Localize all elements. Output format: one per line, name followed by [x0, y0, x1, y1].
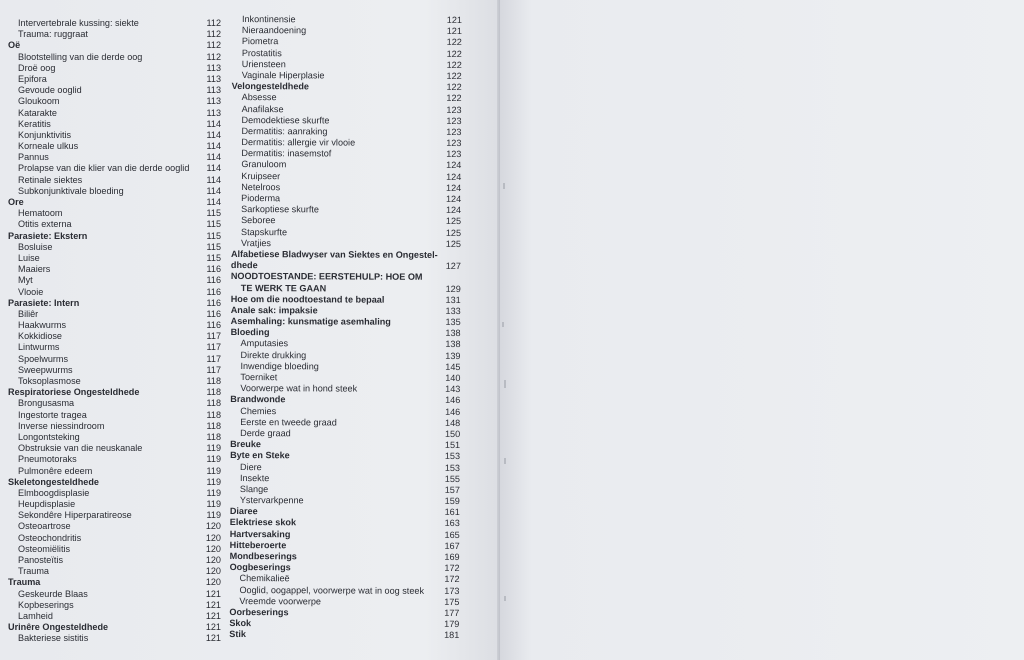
index-entry-page: 116 — [206, 297, 221, 308]
index-entry — [8, 231, 221, 242]
index-entry — [8, 141, 221, 152]
index-entry-title: Parasiete: Ekstern — [8, 230, 88, 241]
index-entry-title: Anale sak: impaksie — [230, 304, 318, 316]
index-entry-page: 145 — [445, 361, 461, 372]
index-entry-page: 148 — [445, 417, 461, 428]
index-entry-page: 120 — [205, 521, 221, 532]
index-entry-title: Oë — [8, 40, 21, 51]
index-entry — [8, 298, 221, 309]
index-entry-page: 116 — [206, 308, 221, 319]
index-entry-title: Absesse — [241, 92, 277, 103]
index-entry-page: 122 — [446, 48, 462, 59]
index-entry-page: 114 — [206, 174, 221, 185]
index-entry-page: 117 — [206, 364, 221, 375]
index-entry-page: 118 — [206, 409, 221, 420]
index-entry-page: 113 — [206, 107, 221, 118]
index-entry — [8, 544, 221, 555]
index-entry-title: Inkontinensie — [241, 14, 296, 25]
index-entry-page: 114 — [206, 163, 221, 174]
index-entry-page: 120 — [205, 543, 221, 554]
index-entry-page: 118 — [206, 431, 221, 442]
index-entry-title: Myt — [18, 275, 33, 286]
index-entry-title: Slange — [239, 483, 269, 495]
index-entry-page: 157 — [444, 484, 460, 495]
index-entry-title: Breuke — [230, 439, 261, 450]
index-entry-page: 118 — [206, 376, 221, 386]
index-entry-title: Demodektiese skurfte — [241, 114, 330, 126]
index-entry-title: Subkonjunktivale bloeding — [18, 185, 124, 196]
index-entry-title: NOODTOESTANDE: EERSTEHULP: HOE OM — [230, 271, 423, 283]
index-entry — [8, 130, 221, 141]
index-entry-page: 177 — [444, 607, 460, 618]
index-entry — [8, 510, 221, 521]
index-entry-title: Otitis externa — [18, 219, 72, 230]
index-entry — [8, 555, 221, 566]
index-entry — [8, 454, 221, 465]
index-entry-page: 169 — [444, 551, 460, 562]
index-entry — [8, 410, 221, 421]
index-entry-title: Bakteriese sistitis — [18, 633, 89, 644]
index-entry — [8, 611, 221, 622]
index-entry-title: Byte en Steke — [230, 450, 290, 461]
index-entry-page: 133 — [445, 305, 461, 316]
index-entry — [8, 331, 221, 342]
index-entry-title: Parasiete: Intern — [8, 297, 80, 308]
index-entry-title: Gevoude ooglid — [18, 85, 82, 96]
index-entry-page: 115 — [206, 230, 221, 241]
index-entry-page: 114 — [206, 118, 221, 129]
index-entry-page: 179 — [444, 619, 460, 630]
index-entry-page: 143 — [445, 384, 461, 395]
index-entry — [8, 85, 221, 96]
index-entry-title: Ingestorte tragea — [18, 409, 87, 420]
index-entry-page: 124 — [446, 160, 462, 171]
index-entry-title: Kopbeserings — [18, 599, 74, 610]
index-entry-page: 120 — [205, 532, 221, 543]
index-entry-title: Ooglid, oogappel, voorwerpe wat in oog steek — [239, 584, 425, 596]
index-entry-title: Ystervarkpenne — [239, 495, 304, 506]
index-entry-page: 123 — [446, 149, 462, 160]
index-entry-title: Vlooie — [18, 286, 44, 297]
index-entry-title: Obstruksie van die neuskanale — [18, 443, 143, 454]
index-entry-page: 138 — [445, 339, 461, 350]
index-entry-title: Urinêre Ongesteldhede — [8, 622, 109, 633]
index-entry-title: Spoelwurms — [18, 353, 69, 364]
index-entry-page: 153 — [444, 462, 461, 473]
index-entry-page: 112 — [206, 51, 221, 62]
index-entry — [8, 186, 221, 197]
index-entry-page: 122 — [446, 59, 462, 70]
index-entry-page: 124 — [445, 205, 462, 216]
index-entry-title: Oorbeserings — [229, 606, 289, 618]
index-entry-title: Ore — [8, 197, 24, 207]
index-entry — [8, 354, 221, 365]
index-entry-page: 119 — [206, 465, 221, 476]
index-entry-title: Prostatitis — [241, 47, 282, 58]
index-entry-title: Konjunktivitis — [18, 129, 72, 140]
index-entry-title: Piometra — [241, 36, 279, 47]
index-entry-title: Trauma: ruggraat — [18, 29, 88, 40]
index-entry — [8, 242, 221, 253]
index-entry — [8, 320, 221, 331]
index-entry-page: 114 — [206, 129, 221, 140]
index-entry-title: Geskeurde Blaas — [18, 588, 88, 599]
index-entry-page: 146 — [445, 395, 461, 406]
index-entry-title: Bosluise — [18, 241, 53, 252]
index-entry — [8, 74, 221, 85]
index-entry-page: 155 — [444, 473, 460, 484]
index-entry-title: Toksoplasmose — [18, 376, 81, 386]
index-entry-page: 135 — [445, 316, 461, 328]
index-entry — [8, 589, 221, 600]
index-entry-title: Uriensteen — [241, 58, 286, 69]
index-entry-title: Blootstelling van die derde oog — [18, 51, 143, 62]
index-entry-title: Seboree — [241, 215, 276, 226]
index-entry-title: Anafilakse — [241, 103, 284, 114]
page-mark — [504, 458, 506, 464]
index-entry-title: Epifora — [18, 73, 47, 84]
index-entry-page: 114 — [206, 185, 221, 196]
index-entry-page: 146 — [445, 406, 461, 417]
page-mark — [504, 596, 506, 601]
index-entry-page: 139 — [445, 350, 461, 361]
page-mark — [503, 183, 505, 189]
index-entry-title: Voorwerpe wat in hond steek — [240, 383, 358, 394]
index-entry-page: 113 — [206, 96, 221, 107]
index-entry-title: Insekte — [239, 472, 270, 483]
index-entry-page: 114 — [206, 197, 221, 207]
index-entry-title: Trauma — [8, 577, 41, 588]
index-entry-page: 129 — [445, 283, 461, 294]
index-entry-page: 125 — [445, 216, 462, 227]
index-entry — [8, 108, 221, 119]
index-entry-title: Hartversaking — [229, 528, 291, 539]
index-entry — [8, 365, 221, 376]
index-entry-page: 118 — [206, 387, 221, 398]
index-entry-page: 117 — [206, 353, 221, 364]
index-entry-title: Elektriese skok — [229, 517, 297, 528]
index-entry-title: Hematoom — [18, 208, 63, 219]
index-entry-page: 116 — [206, 320, 221, 331]
index-entry-title: Trauma — [18, 566, 49, 577]
index-entry-page: 121 — [205, 633, 221, 644]
index-entry-title: Keratitis — [18, 118, 51, 129]
index-entry-title: Prolapse van die klier van die derde ooglid — [18, 163, 190, 174]
index-entry-title: Oogbeserings — [229, 562, 291, 573]
index-entry-title: Amputasies — [240, 338, 289, 349]
index-entry-title: Inwendige bloeding — [240, 360, 319, 372]
index-entry — [8, 521, 221, 532]
index-entry-title: Stapskurfte — [241, 226, 288, 237]
index-entry — [8, 264, 221, 275]
index-entry — [8, 488, 221, 499]
index-entry — [8, 566, 221, 577]
index-entry — [8, 152, 221, 163]
index-entry-page: 116 — [206, 275, 221, 286]
index-entry-title: Biliêr — [18, 308, 39, 319]
index-entry-title: Haakwurms — [18, 320, 67, 331]
index-entry-title: Direkte drukking — [240, 349, 307, 360]
index-entry-page: 117 — [206, 331, 221, 342]
index-entry-title: Vratjies — [240, 237, 272, 248]
index-entry — [8, 600, 221, 611]
index-entry-page: 119 — [206, 454, 221, 465]
index-entry-title: Lamheid — [18, 610, 53, 621]
index-entry-page: 114 — [206, 141, 221, 152]
index-entry-title: Brandwonde — [230, 394, 286, 405]
index-entry-title: Panosteïtis — [18, 555, 63, 565]
index-entry-title: Hoe om die noodtoestand te bepaal — [230, 293, 385, 305]
index-entry-page: 115 — [206, 208, 221, 219]
index-entry-title: Pulmonêre edeem — [18, 465, 93, 476]
index-entry-title: Osteomiëlitis — [18, 543, 71, 554]
index-entry-page: 159 — [444, 495, 460, 507]
index-entry-page: 121 — [205, 610, 221, 621]
index-entry — [8, 533, 221, 544]
index-entry-page: 163 — [444, 518, 460, 529]
index-entry-page: 121 — [205, 588, 221, 599]
index-entry-title: Sarkoptiese skurfte — [241, 204, 320, 215]
index-entry — [8, 622, 221, 633]
index-entry-page: 153 — [444, 451, 461, 462]
index-entry-page: 173 — [444, 585, 460, 596]
index-entry-title: Lintwurms — [18, 342, 60, 353]
index-entry-title: Mondbeserings — [229, 550, 297, 562]
index-entry — [229, 629, 459, 641]
index-entry-page: 116 — [206, 286, 221, 297]
index-entry-title: Vreemde voorwerpe — [239, 595, 322, 607]
index-entry-page: 113 — [206, 62, 221, 73]
index-entry-title: Diaree — [229, 506, 258, 517]
index-entry — [8, 287, 221, 298]
index-entry-page: 175 — [444, 596, 460, 607]
index-entry-page: 118 — [206, 420, 221, 431]
index-entry-page: 119 — [206, 487, 221, 498]
index-entry-title: Netelroos — [241, 181, 281, 193]
index-entry — [8, 398, 221, 409]
index-entry-page: 125 — [445, 227, 462, 238]
index-entry-title: Velongesteldhede — [231, 81, 310, 92]
index-entry-page: 123 — [446, 137, 462, 149]
index-entry-page: 124 — [445, 193, 462, 205]
index-entry-page: 114 — [206, 152, 221, 163]
index-entry-title: Respiratoriese Ongesteldhede — [8, 387, 140, 398]
index-entry-title: Eerste en tweede graad — [240, 416, 337, 428]
index-entry — [8, 499, 221, 510]
index-entry-title: Pneumotoraks — [18, 454, 77, 465]
index-entry-page: 120 — [205, 555, 221, 565]
index-entry-page: 121 — [205, 622, 221, 633]
index-entry-title: Pioderma — [241, 193, 281, 204]
index-entry-title: Alfabetiese Bladwyser van Siektes en Ongestel- — [230, 248, 438, 260]
index-entry-title: Luise — [18, 252, 40, 263]
index-entry-page: 151 — [444, 440, 461, 451]
index-entry-page: 122 — [446, 82, 462, 93]
page-mark — [504, 380, 506, 388]
index-entry-page: 124 — [446, 182, 462, 193]
left-page — [0, 0, 500, 660]
index-entry-page: 120 — [205, 566, 221, 577]
index-entry-title: Skok — [229, 618, 252, 629]
index-entry — [8, 197, 221, 208]
index-entry-title: Skeletongesteldhede — [8, 476, 99, 487]
index-entry-title: Droë oog — [18, 62, 56, 73]
index-entry-title: Elmboogdisplasie — [18, 487, 90, 498]
index-entry-title: Heupdisplasie — [18, 499, 76, 510]
index-entry-page: 120 — [205, 577, 221, 588]
index-entry — [8, 477, 221, 488]
index-entry-title: Maaiers — [18, 264, 51, 275]
index-entry-page: 118 — [206, 398, 221, 409]
index-entry — [8, 63, 221, 74]
index-entry-page: 125 — [445, 238, 462, 249]
index-entry-page: 119 — [206, 510, 221, 521]
index-entry-title: Bloeding — [230, 327, 270, 338]
index-entry — [8, 52, 221, 63]
index-entry — [8, 342, 221, 353]
index-entry-page: 122 — [446, 37, 462, 48]
index-entry-title: Retinale siektes — [18, 174, 83, 185]
index-entry-title: Intervertebrale kussing: siekte — [18, 18, 139, 28]
index-entry — [8, 29, 221, 40]
index-entry-page: 127 — [445, 261, 461, 272]
index-entry — [8, 18, 221, 29]
index-entry — [8, 175, 221, 186]
index-entry-page: 119 — [206, 499, 221, 510]
index-entry-title: Longontsteking — [18, 431, 80, 442]
index-entry — [8, 208, 221, 219]
index-entry-title: Osteochondritis — [18, 532, 82, 543]
index-entry-page: 150 — [444, 428, 461, 439]
index-column-2 — [229, 14, 462, 641]
index-entry-page: 112 — [206, 18, 221, 28]
index-entry-title: Granuloom — [241, 159, 287, 170]
index-entry-title: Chemikalieë — [239, 573, 290, 584]
index-entry — [8, 633, 221, 644]
index-entry-page: 131 — [445, 294, 461, 305]
index-entry-title: Hitteberoerte — [229, 539, 287, 551]
index-entry — [8, 253, 221, 264]
index-entry-title: Kokkidiose — [18, 331, 62, 342]
index-entry-page: 138 — [445, 328, 461, 339]
index-entry-title: Vaginale Hiperplasie — [241, 69, 325, 81]
index-entry-page: 112 — [206, 40, 221, 51]
index-entry-page: 122 — [446, 93, 462, 104]
right-page — [500, 0, 1024, 660]
index-entry-title: Dermatitis: inasemstof — [241, 148, 332, 159]
index-entry — [8, 40, 221, 51]
index-entry-title: Katarakte — [18, 107, 57, 118]
page-mark — [502, 322, 504, 327]
index-entry-page: 121 — [446, 14, 462, 26]
index-entry-page: 115 — [206, 241, 221, 252]
index-entry — [8, 421, 221, 432]
index-entry-page: 167 — [444, 540, 460, 551]
index-entry-title: Kruipseer — [241, 170, 281, 181]
index-entry-page: 113 — [206, 85, 221, 96]
index-entry-page: 165 — [444, 529, 460, 540]
index-entry-title: Osteoartrose — [18, 521, 71, 532]
index-entry — [8, 443, 221, 454]
index-entry-title: Korneale ulkus — [18, 141, 79, 152]
index-entry-title: Brongusasma — [18, 398, 75, 409]
index-entry-title: Dermatitis: allergie vir vlooie — [241, 137, 356, 148]
index-entry-title: Asemhaling: kunsmatige asemhaling — [230, 316, 391, 327]
index-entry-title: Dermatitis: aanraking — [241, 125, 328, 137]
index-entry-title: TE WERK TE GAAN — [240, 282, 327, 293]
index-entry-page: 123 — [446, 126, 462, 137]
index-entry-page: 116 — [206, 264, 221, 275]
index-entry-page: 119 — [206, 476, 221, 487]
index-entry-page: 121 — [205, 599, 221, 610]
index-entry-page: 124 — [446, 171, 462, 182]
index-entry-title: Toerniket — [240, 372, 278, 383]
index-entry-title: dhede — [230, 260, 258, 271]
index-entry-page: 123 — [446, 104, 462, 115]
index-column-1 — [8, 18, 221, 645]
index-entry-page: 121 — [446, 26, 462, 37]
index-entry-title: Sekondêre Hiperparatireose — [18, 510, 132, 521]
index-entry-page: 172 — [444, 563, 460, 574]
index-entry-page: 115 — [206, 252, 221, 263]
index-entry — [8, 432, 221, 443]
index-entry — [8, 219, 221, 230]
index-entry-page: 181 — [444, 630, 460, 641]
index-entry-page: 122 — [446, 70, 462, 81]
index-entry-title: Stik — [229, 629, 247, 640]
index-entry — [8, 275, 221, 286]
index-entry-title: Chemies — [240, 405, 277, 416]
index-entry-title: Diere — [240, 461, 262, 472]
index-entry-page: 172 — [444, 574, 460, 585]
index-entry-page: 123 — [446, 115, 462, 126]
index-entry-page: 119 — [206, 443, 221, 454]
index-entry — [8, 376, 221, 387]
index-entry-title: Sweepwurms — [18, 364, 73, 375]
index-entry-title: Inverse niessindroom — [18, 420, 105, 431]
index-entry-page: 161 — [444, 507, 460, 518]
index-entry — [8, 96, 221, 107]
index-entry-title: Derde graad — [240, 427, 291, 439]
index-entry — [8, 163, 221, 174]
index-entry-page: 117 — [206, 342, 221, 353]
index-entry-page: 112 — [206, 29, 221, 40]
index-entry — [8, 577, 221, 588]
index-entry-page: 113 — [206, 73, 221, 84]
index-entry — [8, 387, 221, 398]
index-entry-title: Pannus — [18, 152, 49, 163]
index-entry — [8, 309, 221, 320]
index-entry-title: Gloukoom — [18, 96, 60, 107]
index-entry-page: 140 — [445, 372, 461, 384]
index-entry — [8, 466, 221, 477]
index-entry-page: 115 — [206, 219, 221, 230]
index-entry-title: Nieraandoening — [241, 25, 307, 36]
index-entry — [8, 119, 221, 130]
